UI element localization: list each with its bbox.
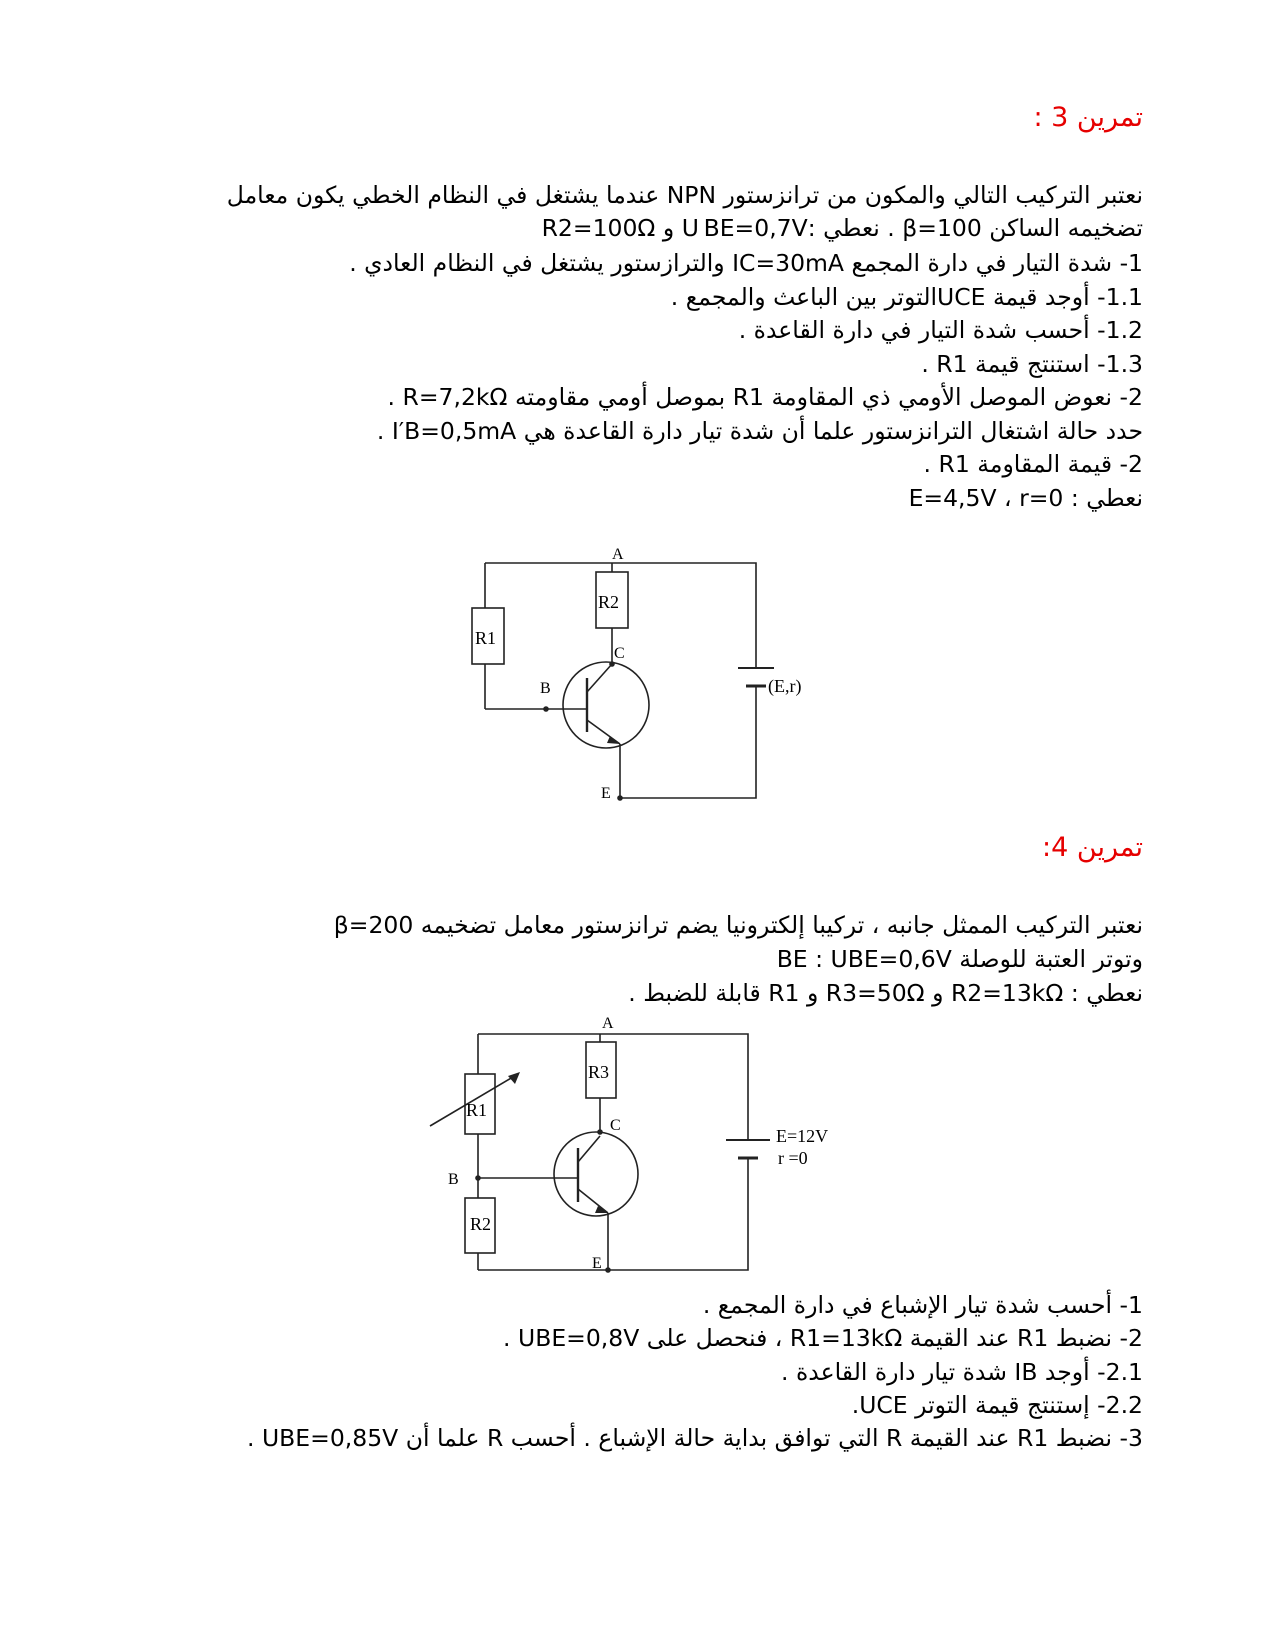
ex3-emitter-arrow: [607, 736, 620, 744]
ex3-line-1: نعتبر التركيب التالي والمكون من ترانزستور NPN عندما يشتغل في النظام الخطي يكون معامل: [226, 181, 1143, 209]
ex4-line-1: نعتبر التركيب الممثل جانبه ، تركيبا إلكترونيا يضم ترانزستور معامل تضخيمه β=200: [333, 911, 1143, 939]
ex4-question-5: 3- نضبط R1 عند القيمة R التي توافق بداية حالة الإشباع . أحسب R علما أن UBE=0,85V .: [247, 1424, 1143, 1452]
ex3-label-c: C: [614, 645, 625, 662]
ex3-line-2: تضخيمه الساكن β=100 . نعطي :U BE=0,7V و R2=100Ω: [541, 214, 1143, 242]
exercise-4-title: تمرين 4:: [1042, 832, 1143, 863]
ex3-label-source: (E,r): [768, 676, 802, 696]
ex4-label-r1: R1: [466, 1100, 488, 1120]
ex4-question-2: 2- نضبط R1 عند القيمة R1=13kΩ ، فنحصل على UBE=0,8V .: [503, 1324, 1143, 1352]
ex3-line-3: 1- شدة التيار في دارة المجمع IC=30mA والترازستور يشتغل في النظام العادي .: [349, 249, 1143, 277]
ex3-label-r2: R2: [598, 592, 620, 612]
ex3-line-6: 1.3- استنتج قيمة R1 .: [921, 350, 1143, 378]
ex3-label-e: E: [601, 785, 611, 802]
ex4-label-e-value: E=12V: [776, 1126, 829, 1146]
ex4-line-3: نعطي : R2=13kΩ و R3=50Ω و R1 قابلة للضبط .: [628, 979, 1143, 1007]
ex4-question-3: 2.1- أوجد IB شدة تيار دارة القاعدة .: [781, 1358, 1143, 1386]
ex3-transistor-circle: [563, 662, 649, 748]
ex3-label-b: B: [540, 680, 551, 697]
ex4-label-r3: R3: [588, 1062, 610, 1082]
ex3-line-7: 2- نعوض الموصل الأومي ذي المقاومة R1 بموصل أومي مقاومته R=7,2kΩ .: [387, 383, 1143, 411]
ex3-line-9: 2- قيمة المقاومة R1 .: [923, 450, 1143, 478]
ex3-label-r1: R1: [475, 628, 497, 648]
ex4-label-a: A: [602, 1015, 614, 1032]
ex3-line-4: 1.1- أوجد قيمة UCEالتوتر بين الباعث والمجمع .: [670, 283, 1143, 311]
ex4-question-1: 1- أحسب شدة تيار الإشباع في دارة المجمع .: [702, 1291, 1143, 1319]
ex4-question-4: 2.2- إستنتج قيمة التوتر UCE.: [851, 1391, 1143, 1419]
ex3-label-a: A: [612, 546, 624, 563]
ex4-adjust-arrow-head: [508, 1072, 520, 1084]
ex3-line-5: 1.2- أحسب شدة التيار في دارة القاعدة .: [738, 316, 1143, 344]
ex4-label-r-value: r =0: [778, 1148, 808, 1168]
ex3-line-8: حدد حالة اشتغال الترانزستور علما أن شدة تيار دارة القاعدة هي I′B=0,5mA .: [376, 417, 1143, 445]
ex3-circuit-diagram: [460, 540, 820, 810]
ex4-label-r2: R2: [470, 1214, 492, 1234]
ex4-circuit-diagram: [420, 1012, 860, 1282]
ex3-line-10: نعطي : E=4,5V ، r=0: [908, 484, 1143, 512]
exercise-3-title: تمرين 3 :: [1033, 102, 1143, 133]
ex4-label-c: C: [610, 1117, 621, 1134]
ex4-label-b: B: [448, 1171, 459, 1188]
ex4-label-e: E: [592, 1255, 602, 1272]
ex4-line-2: وتوتر العتبة للوصلة BE : UBE=0,6V: [776, 945, 1143, 973]
